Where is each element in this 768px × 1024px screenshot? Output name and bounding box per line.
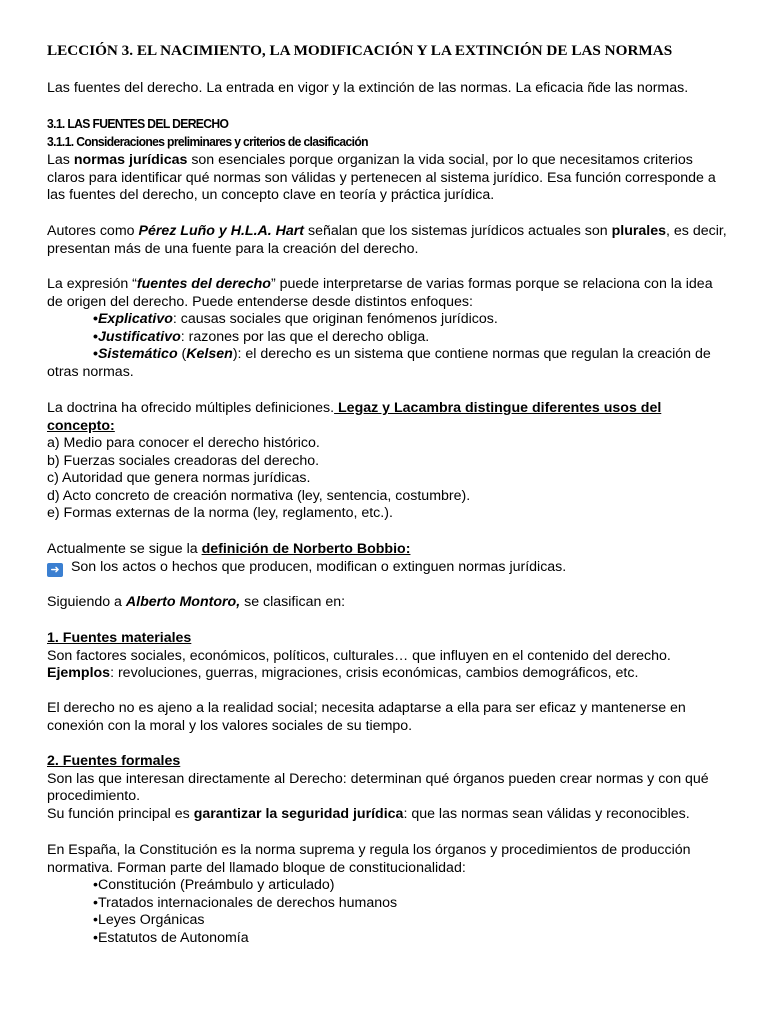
section-fuentes-formales bbox=[47, 753, 727, 823]
bobbio-definition-line: ➜ Son los actos o hechos que producen, modifican o extinguen normas jurídicas. bbox=[47, 559, 727, 577]
formales-definition: Son las que interesan directamente al Derecho: determinan qué órganos pueden crear normas y con qué procedimiento. bbox=[47, 770, 709, 805]
paragraph-normas: Las normas jurídicas son esenciales porque organizan la vida social, por lo que necesitamos criterios claros para identificar qué normas son válidas y pertenecen al sistema jurídico. Esa función corresponde a las fuentes del derecho, un concepto clave en teoría y práctica jurídica. bbox=[47, 152, 716, 204]
paragraph-espana: En España, la Constitución es la norma suprema y regula los órganos y procedimientos de producción normativa. Forman parte del llamado bloque de constitucionalidad: bbox=[47, 842, 691, 876]
bloque-item: •Leyes Orgánicas bbox=[93, 912, 205, 929]
subsection-heading-3-1-1: 3.1.1. Consideraciones preliminares y criterios de clasificación bbox=[47, 134, 368, 149]
authors-emphasis: Pérez Luño y H.L.A. Hart bbox=[138, 223, 305, 239]
right-arrow-icon: ➜ bbox=[47, 563, 63, 577]
uso-item: d) Acto concreto de creación normativa (ley, sentencia, costumbre). bbox=[47, 487, 471, 504]
montoro-emphasis: Alberto Montoro, bbox=[125, 594, 241, 610]
paragraph-bobbio: Actualmente se sigue la definición de Norberto Bobbio: bbox=[47, 541, 411, 557]
bloque-item: •Tratados internacionales de derechos humanos bbox=[93, 894, 398, 911]
enfoque-sistematico: •Sistemático (Kelsen): el derecho es un sistema que contiene normas que regulan la creación de otras normas. bbox=[47, 346, 711, 380]
fuentes-formales-heading: 2. Fuentes formales bbox=[47, 753, 181, 769]
enfoque-explicativo: •Explicativo: causas sociales que originan fenómenos jurídicos. bbox=[93, 311, 498, 327]
paragraph-realidad-social: El derecho no es ajeno a la realidad social; necesita adaptarse a ella para ser eficaz y mantenerse en conexión con la moral y los valores sociales de su tiempo. bbox=[47, 700, 686, 734]
bloque-item: •Estatutos de Autonomía bbox=[93, 929, 249, 946]
bloque-item: •Constitución (Preámbulo y articulado) bbox=[93, 877, 335, 893]
usos-list bbox=[47, 435, 727, 523]
intro-line: Las fuentes del derecho. La entrada en vigor y la extinción de las normas. La eficacia ñde las normas. bbox=[47, 80, 689, 96]
uso-item: c) Autoridad que genera normas jurídicas. bbox=[47, 470, 311, 487]
paragraph-expresion: La expresión “fuentes del derecho” puede interpretarse de varias formas porque se relaciona con la idea de origen del derecho. Puede entenderse desde distintos enfoques: bbox=[47, 276, 713, 310]
enfoques-list bbox=[47, 311, 727, 381]
uso-item: b) Fuerzas sociales creadoras del derecho. bbox=[47, 452, 320, 469]
paragraph-doctrina: La doctrina ha ofrecido múltiples definiciones. Legaz y Lacambra distingue diferentes usos del concepto: bbox=[47, 400, 662, 434]
materiales-examples: Ejemplos: revoluciones, guerras, migraciones, crisis económicas, cambios demográficos, etc. bbox=[47, 665, 639, 682]
normas-juridicas-bold: normas jurídicas bbox=[73, 152, 188, 168]
bobbio-definition-underlined: definición de Norberto Bobbio: bbox=[201, 541, 411, 557]
bloque-constitucionalidad-list bbox=[47, 877, 727, 947]
lesson-title: LECCIÓN 3. EL NACIMIENTO, LA MODIFICACIÓN Y LA EXTINCIÓN DE LAS NORMAS bbox=[47, 42, 673, 59]
fuentes-emphasis: fuentes del derecho bbox=[136, 276, 271, 292]
fuentes-materiales-heading: 1. Fuentes materiales bbox=[47, 630, 192, 646]
uso-item: a) Medio para conocer el derecho histórico. bbox=[47, 435, 320, 451]
section-heading-3-1: 3.1. LAS FUENTES DEL DERECHO bbox=[47, 116, 229, 131]
paragraph-autores: Autores como Pérez Luño y H.L.A. Hart señalan que los sistemas jurídicos actuales son plurales, es decir, presentan más de una fuente para la creación del derecho. bbox=[47, 223, 727, 257]
paragraph-montoro: Siguiendo a Alberto Montoro, se clasifican en: bbox=[47, 594, 346, 610]
section-fuentes-materiales bbox=[47, 630, 727, 683]
legaz-lacambra-underlined: Legaz y Lacambra distingue diferentes usos del concepto: bbox=[47, 400, 662, 434]
enfoque-justificativo: •Justificativo: razones por las que el derecho obliga. bbox=[93, 328, 430, 345]
materiales-definition: Son factores sociales, económicos, políticos, culturales… que influyen en el contenido del derecho. bbox=[47, 647, 671, 664]
formales-funcion: Su función principal es garantizar la seguridad jurídica: que las normas sean válidas y reconocibles. bbox=[47, 805, 690, 822]
plurales-bold: plurales bbox=[611, 223, 667, 239]
uso-item: e) Formas externas de la norma (ley, reglamento, etc.). bbox=[47, 505, 393, 522]
